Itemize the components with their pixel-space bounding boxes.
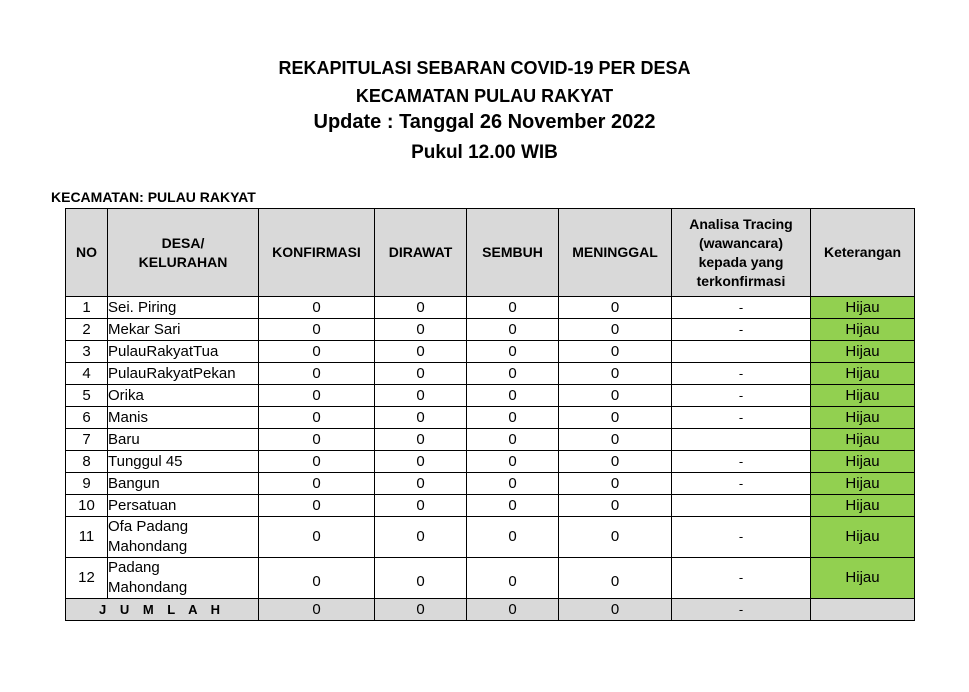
cell-desa	[108, 558, 259, 599]
cell-tracing: -	[672, 319, 811, 341]
cell-meninggal: 0	[559, 517, 672, 558]
cell-konfirmasi: 0	[259, 385, 375, 407]
header-desa	[108, 209, 259, 297]
cell-keterangan: Hijau	[811, 385, 915, 407]
table-row	[66, 363, 915, 385]
cell-tracing: -	[672, 297, 811, 319]
cell-keterangan: Hijau	[811, 451, 915, 473]
header-konfirmasi: KONFIRMASI	[259, 209, 375, 297]
cell-keterangan: Hijau	[811, 495, 915, 517]
table-row	[66, 341, 915, 363]
cell-dirawat: 0	[375, 558, 467, 599]
table-row	[66, 297, 915, 319]
cell-meninggal: 0	[559, 473, 672, 495]
header-tracing-line4: terkonfirmasi	[696, 272, 786, 289]
cell-no: 3	[66, 341, 108, 363]
cell-keterangan: Hijau	[811, 341, 915, 363]
cell-meninggal: 0	[559, 385, 672, 407]
cell-meninggal: 0	[559, 341, 672, 363]
report-update-time: Pukul 12.00 WIB	[411, 142, 558, 163]
report-title-line1: REKAPITULASI SEBARAN COVID-19 PER DESA	[278, 58, 691, 78]
header-keterangan: Keterangan	[811, 209, 915, 297]
cell-konfirmasi: 0	[259, 517, 375, 558]
header-dirawat: DIRAWAT	[375, 209, 467, 297]
cell-keterangan: Hijau	[811, 473, 915, 495]
total-tracing: -	[672, 599, 811, 621]
header-meninggal: MENINGGAL	[559, 209, 672, 297]
cell-no: 6	[66, 407, 108, 429]
cell-no: 9	[66, 473, 108, 495]
cell-desa	[108, 517, 259, 558]
cell-no: 8	[66, 451, 108, 473]
cell-desa: Tunggul 45	[108, 451, 259, 473]
table-row	[66, 319, 915, 341]
covid-recap-table	[65, 208, 915, 621]
header-tracing-line2: (wawancara)	[698, 234, 784, 251]
cell-meninggal: 0	[559, 297, 672, 319]
cell-meninggal: 0	[559, 495, 672, 517]
cell-desa-line1: Ofa Padang	[108, 518, 189, 535]
total-keterangan	[811, 599, 915, 621]
cell-konfirmasi: 0	[259, 429, 375, 451]
table-row	[66, 517, 915, 558]
cell-no: 10	[66, 495, 108, 517]
cell-konfirmasi: 0	[259, 407, 375, 429]
cell-desa: Orika	[108, 385, 259, 407]
table-row	[66, 407, 915, 429]
table-row	[66, 495, 915, 517]
cell-tracing: -	[672, 363, 811, 385]
kecamatan-label: KECAMATAN: PULAU RAKYAT	[51, 189, 256, 205]
cell-desa: PulauRakyatPekan	[108, 363, 259, 385]
cell-tracing	[672, 495, 811, 517]
header-no: NO	[66, 209, 108, 297]
cell-tracing: -	[672, 407, 811, 429]
cell-desa: Baru	[108, 429, 259, 451]
cell-tracing: -	[672, 517, 811, 558]
cell-keterangan: Hijau	[811, 297, 915, 319]
cell-keterangan: Hijau	[811, 363, 915, 385]
cell-desa-line2: Mahondang	[108, 579, 188, 596]
cell-sembuh: 0	[467, 495, 559, 517]
total-meninggal: 0	[559, 599, 672, 621]
cell-tracing	[672, 341, 811, 363]
cell-no: 12	[66, 558, 108, 599]
table-row	[66, 473, 915, 495]
cell-dirawat: 0	[375, 341, 467, 363]
cell-sembuh: 0	[467, 517, 559, 558]
cell-dirawat: 0	[375, 429, 467, 451]
cell-dirawat: 0	[375, 407, 467, 429]
cell-keterangan: Hijau	[811, 558, 915, 599]
cell-konfirmasi: 0	[259, 495, 375, 517]
cell-sembuh: 0	[467, 407, 559, 429]
cell-sembuh: 0	[467, 558, 559, 599]
cell-konfirmasi: 0	[259, 451, 375, 473]
cell-no: 2	[66, 319, 108, 341]
total-sembuh: 0	[467, 599, 559, 621]
cell-konfirmasi: 0	[259, 558, 375, 599]
cell-desa-line1: Padang	[108, 559, 160, 576]
cell-keterangan: Hijau	[811, 517, 915, 558]
cell-dirawat: 0	[375, 319, 467, 341]
report-title-line2: KECAMATAN PULAU RAKYAT	[355, 86, 614, 106]
cell-dirawat: 0	[375, 473, 467, 495]
cell-meninggal: 0	[559, 363, 672, 385]
cell-dirawat: 0	[375, 385, 467, 407]
table-row	[66, 385, 915, 407]
total-label: J U M L A H	[66, 599, 259, 621]
cell-konfirmasi: 0	[259, 363, 375, 385]
cell-dirawat: 0	[375, 495, 467, 517]
cell-desa: Mekar Sari	[108, 319, 259, 341]
cell-dirawat: 0	[375, 297, 467, 319]
cell-keterangan: Hijau	[811, 407, 915, 429]
cell-no: 1	[66, 297, 108, 319]
cell-konfirmasi: 0	[259, 473, 375, 495]
cell-desa: Manis	[108, 407, 259, 429]
cell-desa: Bangun	[108, 473, 259, 495]
cell-meninggal: 0	[559, 429, 672, 451]
header-desa-line1: DESA/	[161, 234, 205, 251]
cell-sembuh: 0	[467, 451, 559, 473]
table-row	[66, 429, 915, 451]
total-dirawat: 0	[375, 599, 467, 621]
cell-desa-line2: Mahondang	[108, 538, 188, 555]
cell-meninggal: 0	[559, 407, 672, 429]
cell-dirawat: 0	[375, 363, 467, 385]
cell-sembuh: 0	[467, 385, 559, 407]
header-tracing-line3: kepada yang	[698, 253, 784, 270]
table-row	[66, 451, 915, 473]
header-desa-line2: KELURAHAN	[138, 253, 228, 270]
table-row	[66, 558, 915, 599]
cell-sembuh: 0	[467, 297, 559, 319]
cell-keterangan: Hijau	[811, 429, 915, 451]
cell-desa: Persatuan	[108, 495, 259, 517]
header-tracing-line1: Analisa Tracing	[689, 215, 793, 232]
cell-no: 11	[66, 517, 108, 558]
cell-desa: Sei. Piring	[108, 297, 259, 319]
cell-meninggal: 0	[559, 319, 672, 341]
table-header-row	[66, 209, 915, 297]
cell-tracing: -	[672, 385, 811, 407]
header-tracing	[672, 209, 811, 297]
cell-tracing: -	[672, 558, 811, 599]
cell-no: 5	[66, 385, 108, 407]
cell-sembuh: 0	[467, 473, 559, 495]
header-sembuh: SEMBUH	[467, 209, 559, 297]
cell-no: 4	[66, 363, 108, 385]
cell-konfirmasi: 0	[259, 297, 375, 319]
cell-sembuh: 0	[467, 363, 559, 385]
cell-dirawat: 0	[375, 517, 467, 558]
cell-no: 7	[66, 429, 108, 451]
cell-sembuh: 0	[467, 429, 559, 451]
cell-keterangan: Hijau	[811, 319, 915, 341]
total-row	[66, 599, 915, 621]
cell-konfirmasi: 0	[259, 319, 375, 341]
cell-meninggal: 0	[559, 451, 672, 473]
total-konfirmasi: 0	[259, 599, 375, 621]
report-update-date: Update : Tanggal 26 November 2022	[313, 111, 656, 133]
cell-konfirmasi: 0	[259, 341, 375, 363]
cell-desa: PulauRakyatTua	[108, 341, 259, 363]
cell-dirawat: 0	[375, 451, 467, 473]
cell-sembuh: 0	[467, 319, 559, 341]
cell-meninggal: 0	[559, 558, 672, 599]
cell-tracing	[672, 429, 811, 451]
cell-tracing: -	[672, 473, 811, 495]
cell-tracing: -	[672, 451, 811, 473]
cell-sembuh: 0	[467, 341, 559, 363]
